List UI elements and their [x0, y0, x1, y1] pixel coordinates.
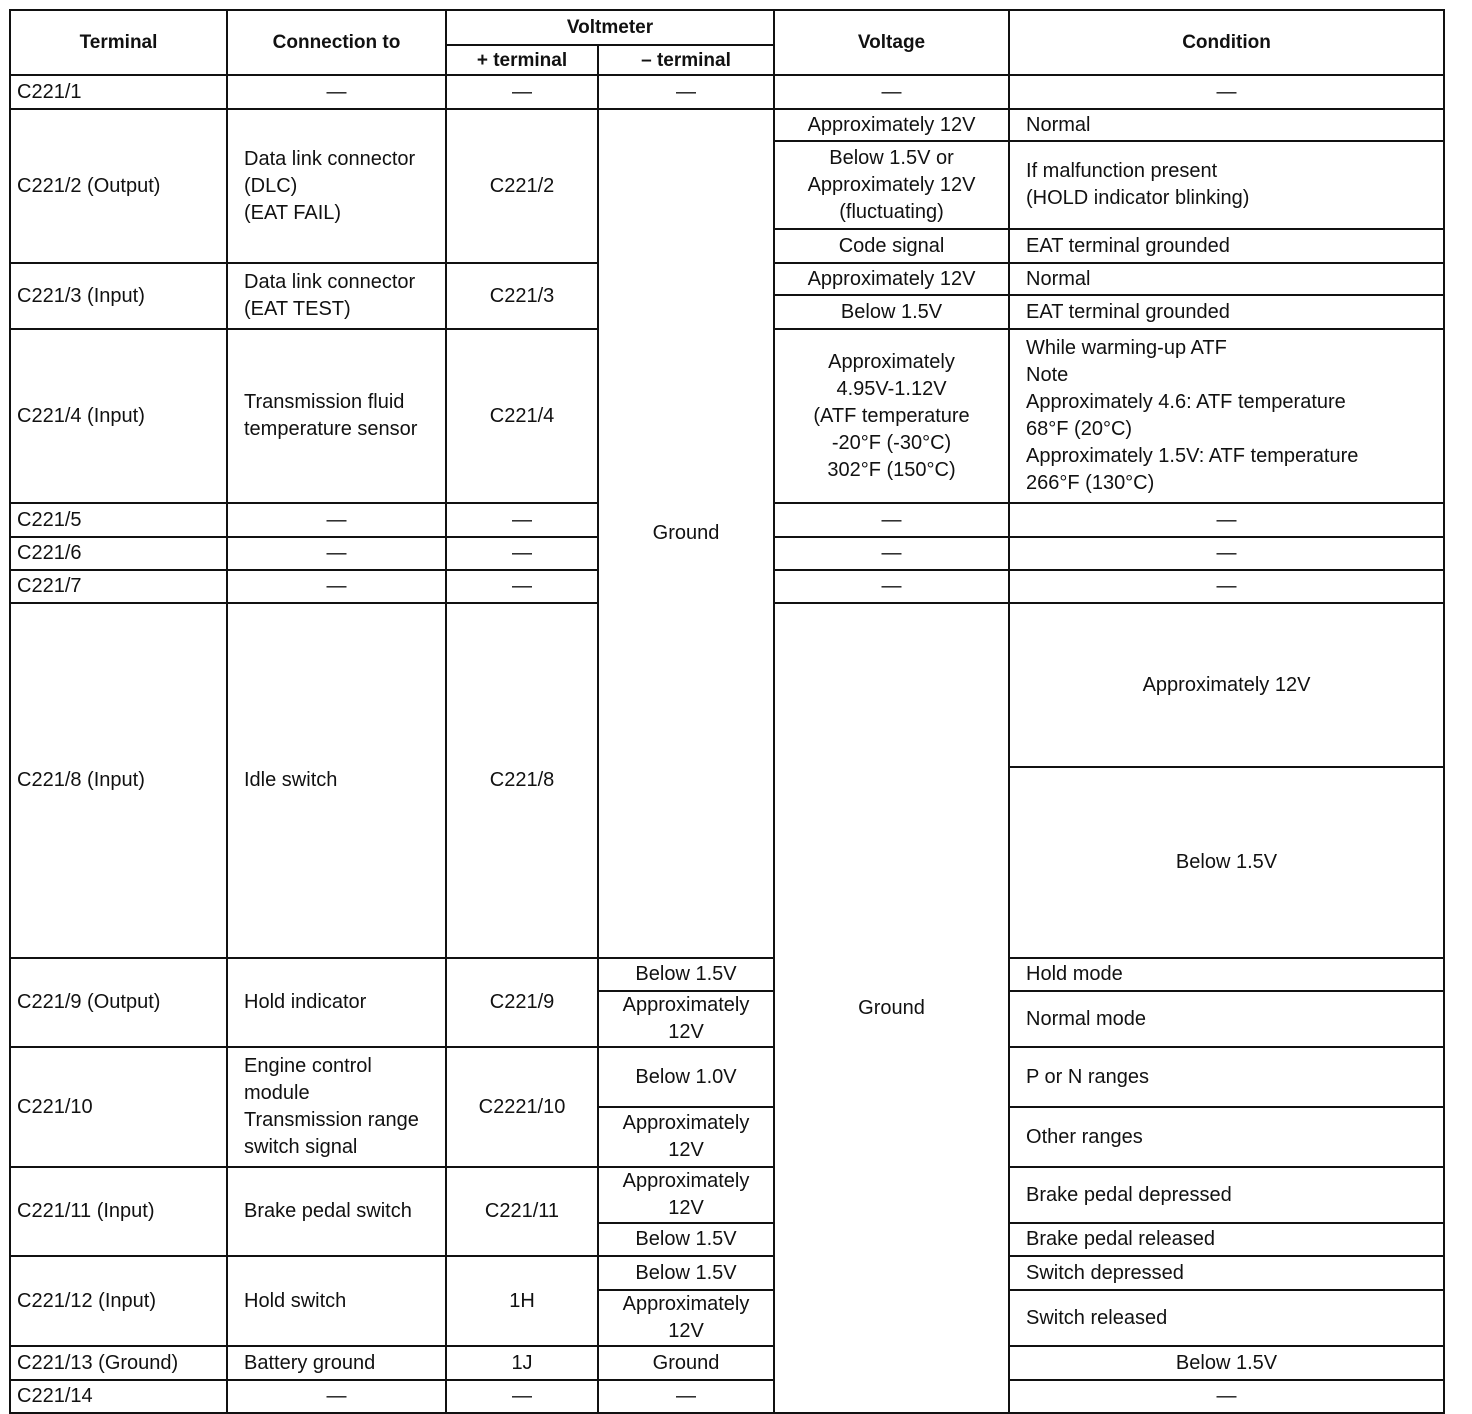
voltage-cell: Approximately 12V: [598, 991, 774, 1047]
voltage-line: Below 1.5V or: [829, 146, 954, 169]
condition-cell: EAT terminal grounded: [1009, 229, 1444, 263]
connection-line: Engine control: [244, 1055, 372, 1077]
condition-cell: Other ranges: [1009, 1107, 1444, 1167]
voltage-cell: Below 1.5V: [598, 958, 774, 991]
table-row: [10, 1167, 1444, 1223]
condition-line: 266°F (130°C): [1026, 472, 1155, 494]
terminal-cell: C221/2 (Output): [10, 109, 227, 263]
condition-line: 68°F (20°C): [1026, 418, 1133, 440]
condition-cell: Switch depressed: [1009, 1256, 1444, 1290]
condition-cell: Brake pedal released: [1009, 1223, 1444, 1256]
condition-cell: EAT terminal grounded: [1009, 295, 1444, 329]
condition-cell: [1009, 329, 1444, 503]
condition-line: Note: [1026, 364, 1069, 386]
table-row: [10, 1256, 1444, 1290]
plus-terminal-cell: —: [446, 537, 598, 570]
terminal-voltage-table-wrapper: [9, 9, 1445, 1414]
terminal-cell: C221/11 (Input): [10, 1167, 227, 1256]
voltage-cell: Approximately 12V: [774, 263, 1009, 295]
voltage-line: (ATF temperature: [813, 404, 970, 427]
condition-cell: Normal: [1009, 263, 1444, 295]
terminal-cell: C221/4 (Input): [10, 329, 227, 503]
voltage-cell: Approximately 12V: [1009, 603, 1444, 767]
header-voltmeter: Voltmeter: [446, 10, 774, 45]
voltage-cell: —: [774, 75, 1009, 109]
connection-cell: —: [227, 1380, 446, 1413]
plus-terminal-cell: C221/2: [446, 109, 598, 263]
plus-terminal-cell: C2221/10: [446, 1047, 598, 1167]
condition-cell: Switch released: [1009, 1290, 1444, 1346]
voltage-cell: Code signal: [774, 229, 1009, 263]
condition-cell: Hold mode: [1009, 958, 1444, 991]
voltage-cell: Below 1.0V: [598, 1047, 774, 1107]
table-row: [10, 1380, 1444, 1413]
plus-terminal-cell: C221/11: [446, 1167, 598, 1256]
voltage-cell: Below 1.5V: [1009, 1346, 1444, 1380]
voltage-line: (fluctuating): [839, 200, 944, 223]
minus-terminal-ground-cell: Ground: [598, 109, 774, 958]
terminal-cell: C221/5: [10, 503, 227, 537]
voltage-cell: —: [774, 537, 1009, 570]
voltage-cell: [774, 329, 1009, 503]
connection-cell: [227, 109, 446, 263]
header-minus-terminal: – terminal: [598, 45, 774, 75]
table-row: [10, 958, 1444, 991]
voltage-line: Approximately 12V: [807, 173, 976, 196]
condition-cell: Normal: [1009, 109, 1444, 141]
voltage-line: 4.95V-1.12V: [836, 377, 947, 400]
voltage-cell: Approximately 12V: [598, 1167, 774, 1223]
header-plus-terminal: + terminal: [446, 45, 598, 75]
condition-cell: —: [1009, 537, 1444, 570]
condition-line: If malfunction present: [1026, 160, 1218, 182]
connection-line: (EAT FAIL): [244, 201, 342, 224]
voltage-cell: —: [774, 570, 1009, 603]
condition-cell: [1009, 141, 1444, 229]
plus-terminal-cell: C221/3: [446, 263, 598, 329]
connection-cell: Hold indicator: [227, 958, 446, 1047]
connection-cell: —: [227, 75, 446, 109]
condition-line: Approximately 1.5V: ATF temperature: [1026, 445, 1359, 467]
condition-cell: —: [1009, 503, 1444, 537]
voltage-cell: Approximately 12V: [598, 1290, 774, 1346]
plus-terminal-cell: —: [446, 503, 598, 537]
connection-cell: [227, 329, 446, 503]
plus-terminal-cell: 1J: [446, 1346, 598, 1380]
connection-cell: Brake pedal switch: [227, 1167, 446, 1256]
voltage-cell: Below 1.5V: [1009, 767, 1444, 958]
voltage-line: 302°F (150°C): [827, 458, 956, 481]
condition-cell: P or N ranges: [1009, 1047, 1444, 1107]
plus-terminal-cell: C221/4: [446, 329, 598, 503]
voltage-cell: [774, 141, 1009, 229]
connection-line: switch signal: [244, 1136, 358, 1158]
voltage-line: -20°F (-30°C): [831, 431, 952, 454]
terminal-cell: C221/7: [10, 570, 227, 603]
terminal-cell: C221/12 (Input): [10, 1256, 227, 1346]
condition-line: While warming-up ATF: [1026, 337, 1227, 359]
terminal-cell: C221/13 (Ground): [10, 1346, 227, 1380]
connection-line: module: [244, 1082, 310, 1104]
header-row: [10, 10, 1444, 45]
connection-line: (DLC): [244, 174, 298, 197]
header-voltage: Voltage: [774, 10, 1009, 75]
voltage-cell: Approximately 12V: [598, 1107, 774, 1167]
voltage-cell: —: [1009, 1380, 1444, 1413]
minus-terminal-cell: —: [598, 1380, 774, 1413]
plus-terminal-cell: C221/9: [446, 958, 598, 1047]
terminal-cell: C221/9 (Output): [10, 958, 227, 1047]
condition-cell: Normal mode: [1009, 991, 1444, 1047]
connection-cell: Battery ground: [227, 1346, 446, 1380]
plus-terminal-cell: 1H: [446, 1256, 598, 1346]
table-row: [10, 109, 1444, 141]
terminal-cell: C221/3 (Input): [10, 263, 227, 329]
connection-cell: —: [227, 537, 446, 570]
connection-line: Data link connector: [244, 271, 416, 293]
condition-cell: —: [1009, 570, 1444, 603]
connection-line: Transmission range: [244, 1109, 419, 1131]
minus-terminal-cell: —: [598, 75, 774, 109]
minus-terminal-ground-cell: Ground: [774, 603, 1009, 1413]
terminal-cell: C221/8 (Input): [10, 603, 227, 958]
plus-terminal-cell: C221/8: [446, 603, 598, 958]
terminal-cell: C221/1: [10, 75, 227, 109]
table-row: [10, 1047, 1444, 1107]
voltage-cell: —: [774, 503, 1009, 537]
voltage-line: Approximately: [828, 350, 955, 373]
connection-line: temperature sensor: [244, 418, 418, 440]
terminal-cell: C221/6: [10, 537, 227, 570]
table-row: [10, 1346, 1444, 1380]
condition-line: (HOLD indicator blinking): [1026, 187, 1250, 209]
connection-line: Transmission fluid: [244, 391, 405, 413]
plus-terminal-cell: —: [446, 570, 598, 603]
plus-terminal-cell: —: [446, 1380, 598, 1413]
table-row: [10, 75, 1444, 109]
terminal-voltage-table: [9, 9, 1445, 1414]
header-terminal: Terminal: [10, 10, 227, 75]
connection-cell: [227, 263, 446, 329]
connection-cell: [227, 1047, 446, 1167]
header-condition: Condition: [1009, 10, 1444, 75]
connection-line: (EAT TEST): [244, 298, 351, 320]
condition-line: Approximately 4.6: ATF temperature: [1026, 391, 1346, 413]
terminal-cell: C221/10: [10, 1047, 227, 1167]
condition-cell: —: [1009, 75, 1444, 109]
header-connection: Connection to: [227, 10, 446, 75]
terminal-cell: C221/14: [10, 1380, 227, 1413]
connection-cell: —: [227, 503, 446, 537]
voltage-cell: Approximately 12V: [774, 109, 1009, 141]
voltage-cell: Below 1.5V: [774, 295, 1009, 329]
connection-cell: —: [227, 570, 446, 603]
minus-terminal-cell: Ground: [598, 1346, 774, 1380]
voltage-cell: Below 1.5V: [598, 1256, 774, 1290]
condition-cell: Brake pedal depressed: [1009, 1167, 1444, 1223]
plus-terminal-cell: —: [446, 75, 598, 109]
connection-cell: Hold switch: [227, 1256, 446, 1346]
connection-line: Data link connector: [244, 147, 416, 170]
voltage-cell: Below 1.5V: [598, 1223, 774, 1256]
connection-cell: Idle switch: [227, 603, 446, 958]
